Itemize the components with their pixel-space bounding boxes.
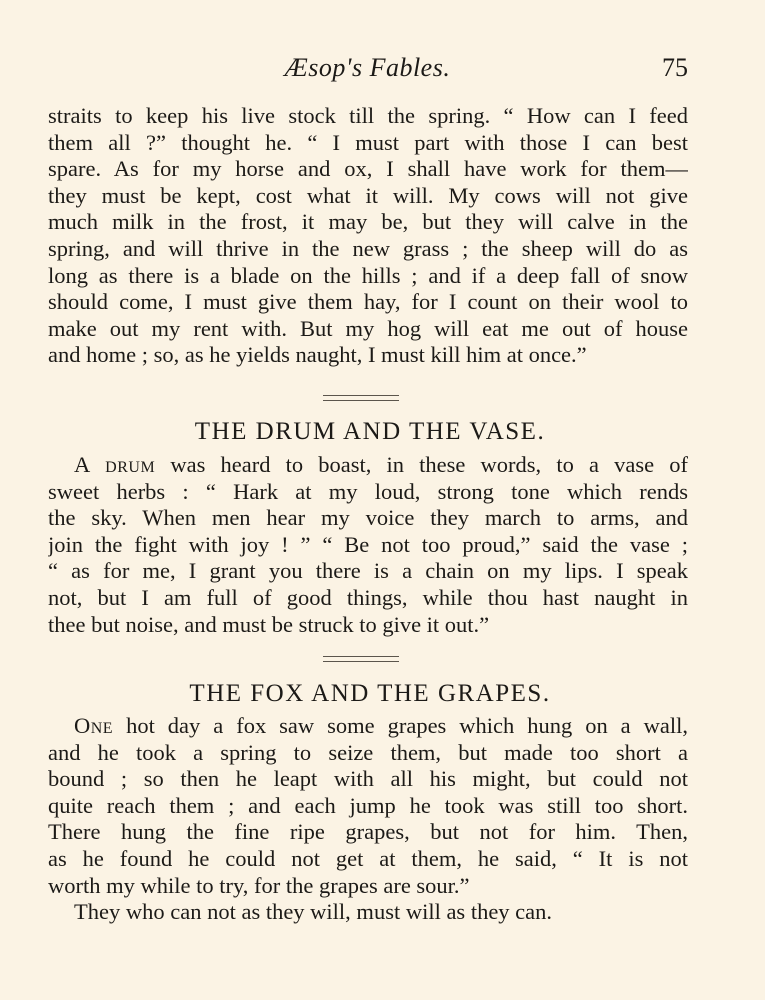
section-divider — [323, 395, 399, 401]
page-number: 75 — [662, 53, 688, 82]
lead-word: A drum — [74, 452, 156, 477]
text-line: them all ?” thought he. “ I must part with those I can best — [48, 129, 688, 155]
text-line: spring, and will thrive in the new grass ; the sheep will do as — [48, 235, 688, 261]
text-line: bound ; so then he leapt with all his might, but could not — [48, 766, 688, 792]
text-line: spare. As for my horse and ox, I shall have work for them— — [48, 156, 688, 182]
text-line: straits to keep his live stock till the spring. “ How can I feed — [48, 103, 688, 128]
section-divider — [323, 656, 399, 662]
text-line: not, but I am full of good things, while thou hast naught in — [48, 584, 688, 610]
text-line: join the fight with joy ! ” “ Be not too proud,” said the vase ; — [48, 531, 688, 557]
text-line: and he took a spring to seize them, but made too short a — [48, 739, 688, 765]
fable-moral: They who can not as they will, must will as they can. — [74, 899, 553, 925]
text-line: quite reach them ; and each jump he took was still too short. — [48, 792, 688, 818]
text-line: “ as for me, I grant you there is a chain on my lips. I speak — [48, 558, 688, 584]
text-line: long as there is a blade on the hills ; and if a deep fall of snow — [48, 262, 688, 288]
text-line: they must be kept, cost what it will. My cows will not give — [48, 182, 688, 208]
text-line: There hung the fine ripe grapes, but not for him. Then, — [48, 819, 688, 845]
text-line: and home ; so, as he yields naught, I must kill him at once.” — [48, 342, 587, 368]
fable-title-drum: THE DRUM AND THE VASE. — [194, 418, 546, 445]
text-line: make out my rent with. But my hog will eat me out of house — [48, 315, 688, 341]
text-line-rest: hot day a fox saw some grapes which hung on a wall, — [126, 713, 688, 738]
fable-title-fox: THE FOX AND THE GRAPES. — [189, 680, 551, 707]
text-line: thee but noise, and must be struck to give it out.” — [48, 611, 490, 637]
text-line: the sky. When men hear my voice they march to arms, and — [48, 505, 688, 531]
fable-drum-paragraph — [48, 452, 688, 638]
text-line — [48, 452, 688, 479]
intro-paragraph — [48, 103, 688, 369]
fable-fox-paragraph — [48, 713, 688, 926]
text-line: should come, I must give them hay, for I count on their wool to — [48, 289, 688, 315]
running-header: Æsop's Fables. — [284, 53, 451, 82]
text-line: worth my while to try, for the grapes are sour.” — [48, 872, 470, 898]
text-line: as he found he could not get at them, he said, “ It is not — [48, 845, 688, 871]
text-line: sweet herbs : “ Hark at my loud, strong tone which rends — [48, 478, 688, 504]
text-line: much milk in the frost, it may be, but they will calve in the — [48, 209, 688, 235]
lead-word: One — [74, 713, 114, 738]
text-line-rest: was heard to boast, in these words, to a vase of — [170, 452, 688, 477]
text-line — [48, 713, 688, 740]
